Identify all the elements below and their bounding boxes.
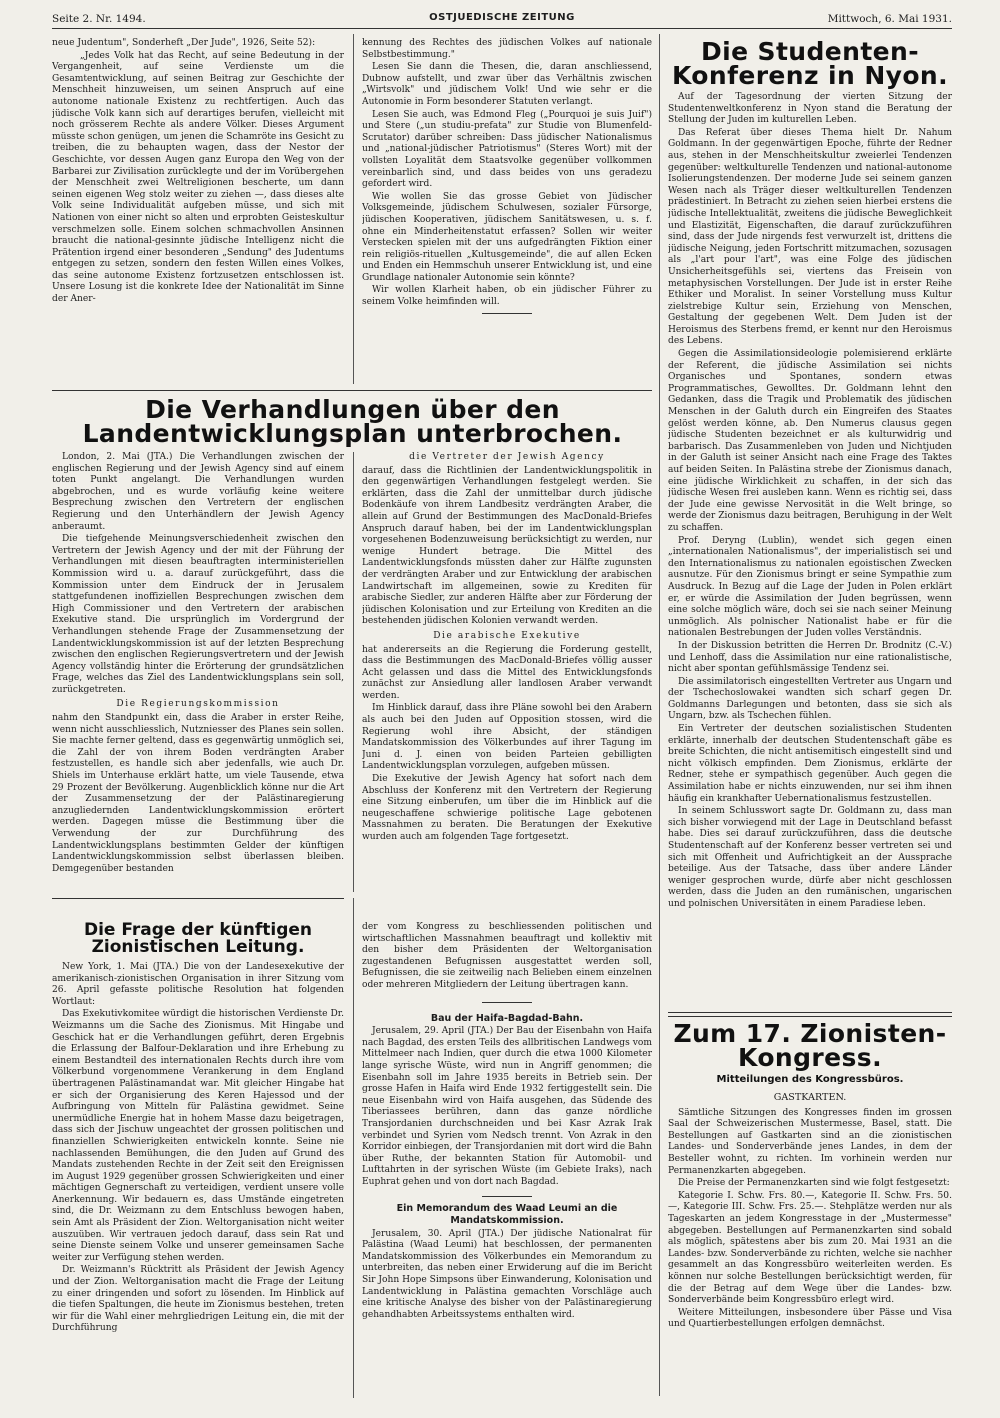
section-rule <box>52 390 652 391</box>
paragraph: darauf, dass die Richtlinien der Landentwicklungspolitik in den gegenwärtigen Verhandlungen festgelegt werden. Sie erklärten, dass die Zahl der unmittelbar durch jüdische Bodenkäufe von ihrem Landbesitz verdrängten Araber, die allein auf Grund der Bestimmungen des MacDonald-Briefes Anspruch darauf haben, bei der im Landentwicklungsplan vorgesehenen Bodenzuweisung berücksichtigt zu werden, nur wenige Hundert betrage. Die Mittel des Landentwicklungsfonds müssten daher zur Hälfte zugunsten der verdrängten Araber und zur Entwicklung der arabischen Landwirtschaft im allgemeinen, sowie zu Krediten für arabische Siedler, zur anderen Hälfte aber zur Förderung der jüdischen Kolonisation und zur Erteilung von Krediten an die bestehenden jüdischen Kolonien verwandt werden. <box>362 465 652 627</box>
paragraph: Ein Vertreter der deutschen sozialistischen Studenten erklärte, innerhalb der deutschen Studentenschaft gäbe es breite Schichten, die nicht antisemitisch eingestellt sind und nicht völkisch empfinden. Dem Zionismus, erklärte der Redner, stehe er sympathisch gegenüber. Auch gegen die Assimilation habe er nichts einzuwenden, nur sei ihm ihnen häufig ein krankhafter Uebernationalismus festzustellen. <box>668 724 952 804</box>
zionistische-column-2 <box>362 922 652 1398</box>
gastkarten-heading: GASTKARTEN. <box>773 1092 847 1103</box>
paragraph: London, 2. Mai (JTA.) Die Verhandlungen zwischen der englischen Regierung und der Jewish Agency sind auf einem toten Punkt angelangt. Die Verhandlungen wurden abgebrochen, und es wurde vorläufig keine weitere Besprechung zwischen den Vertretern der englischen Regierung und den Unterhändlern der Jewish Agency anberaumt. <box>52 452 344 532</box>
paragraph: Jerusalem, 30. April (JTA.) Der jüdische Nationalrat für Palästina (Waad Leumi) hat beschlossen, der permanenten Mandatskommission des Völkerbundes ein Memorandum zu unterbreiten, das neben einer Erwiderung auf die im Bericht Sir John Hope Simpsons über Einwanderung, Kolonisation und Landentwicklung in Palästina gemachten Vorschläge auch eine kritische Analyse des bisher von der Palästinaregierung gehandhabten Arbeitssystems enthalten wird. <box>362 1228 652 1320</box>
column-divider <box>659 34 660 1396</box>
quote-paragraph: „Jedes Volk hat das Recht, auf seine Bedeutung in der Vergangenheit, auf seine Verdienste um die Gesamtentwicklung, auf seinen Beitrag zur Geschichte der Menschheit hinzuweisen, um seinen Anspruch auf eine autonome nationale Existenz zu rechtfertigen. Auch das jüdische Volk kann sich auf derartiges berufen, vielleicht mit noch grösserem Rechte als andere Völker. Dieses Argument müsste schon genügen, um jenen die Schamröte ins Gesicht zu treiben, die zu behaupten wagen, dass der Nestor der Geschichte, vor dessen Augen ganz Europa den Weg von der Barbarei zur Zivilisation zurücklegte und der im Vorübergehen der Menschheit zwei Weltreligionen bescherte, um dann seinen eigenen Weg stolz weiter zu ziehen —, dass dieses alte Volk seine Individualität aufgeben müsse, und sich mit Nationen von einer nicht so alten und erprobten Geisteskultur verschmelzen solle. Einem solchen schmachvollen Ansinnen braucht die national-gesinnte jüdische Intelligenz nicht die Prätention irgend einer besonderen „Sendung" des Judentums entgegen zu setzen, sondern den festen Willen eines Volkes, das seine autonome Existenz fortzusetzen entschlossen ist. Unsere Losung ist die konkrete Idee der Nationalität im Sinne der Aner- <box>52 50 344 305</box>
paragraph: Lesen Sie dann die Thesen, die, daran anschliessend, Dubnow aufstellt, und zwar über das Verhältnis zwischen „Wirtsvolk" und jüdischem Volk! Und wie sehr er die Autonomie in Form besonderer Statuten verlangt. <box>362 62 652 107</box>
paragraph: der vom Kongress zu beschliessenden politischen und wirtschaftlichen Massnahmen beauftragt und kollektiv mit den bisher dem Präsidenten der Weltorganisation zugestandenen Befugnissen ausgestattet werden soll, Befugnissen, die sie zeitweilig nach Belieben einem einzelnen oder mehreren Mitgliedern der Leitung übertragen kann. <box>362 922 652 990</box>
paragraph: Die Exekutive der Jewish Agency hat sofort nach dem Abschluss der Konferenz mit den Vertretern der Regierung eine Sitzung einberufen, um über die im Hinblick auf die neugeschaffene schwierige politische Lage gebotenen Massnahmen zu beraten. Die Beratungen der Exekutive wurden auch am folgenden Tage fortgesetzt. <box>362 774 652 842</box>
paragraph: Sämtliche Sitzungen des Kongresses finden im grossen Saal der Schweizerischen Mustermesse, Basel, statt. Die Bestellungen auf Gastkarten sind an die zionistischen Landes- und Sonderverbände jenes Landes, in dem der Besteller wohnt, zu richten. Im vorhinein werden nur Permanenzkarten abgegeben. <box>668 1107 952 1176</box>
separator-rule <box>482 1002 532 1003</box>
paragraph: Jerusalem, 29. April (JTA.) Der Bau der Eisenbahn von Haifa nach Bagdad, des ersten Teils des allbritischen Landwegs vom Mittelmeer nach Indien, quer durch die etwa 1000 Kilometer lange syrische Wüste, wird nun in Angriff genommen; die Eisenbahn soll im Jahre 1935 bereits in Betrieb sein. Der grosse Hafen in Haifa wird Ende 1932 fertiggestellt sein. Die neue Eisenbahn wird von Haifa ausgehen, das Südende des Tiberiassees berühren, dann das ganze nördliche Transjordanien durchschneiden und bei Kasr Azrak Irak verbindet und Syrien vom Nedsch trennt. Von Azrak in den Korridor einbiegen, der Transjordanien mit dort wird die Bahn über Ruthe, der bekannten Station für Automobil- und Lufttahrten in der syrischen Wüste (im Gebiete Iraks), nach Euphrat gehen und von dort nach Bagdad. <box>362 1026 652 1187</box>
studenten-column <box>668 92 952 1010</box>
paragraph: In seinem Schlusswort sagte Dr. Goldmann zu, dass man sich bisher vorwiegend mit der Lage in Deutschland befasst habe. Dies sei darauf zurückzuführen, dass die deutsche Studentenschaft auf der Konferenz besser vertreten sei und sich mit Offenheit und Aufrichtigkeit an der Aussprache beteilige. Aus der Tatsache, dass über andere Länder weniger gesprochen wurde, dürfe aber nicht geschlossen werden, dass die Juden an den rumänischen, ungarischen und polnischen Universitäten in einem Paradiese leben. <box>668 806 952 909</box>
kongress-column <box>668 1090 952 1398</box>
continuation-column-2 <box>362 38 652 378</box>
headline-zionistische-leitung: Die Frage der künftigen Zionistischen Leitung. <box>83 922 313 957</box>
paragraph: neue Judentum", Sonderheft „Der Jude", 1926, Seite 52): <box>52 38 316 48</box>
paragraph: Gegen die Assimilationsideologie polemisierend erklärte der Referent, die jüdische Assimilation sei nichts Organisches und Spontanes, sondern etwas Programmatisches, Gewolltes. Dr. Goldmann lehnt den Gedanken, dass die Tragik und Problematik des jüdischen Menschen in der Galuth durch ein Eingreifen des Staates gelöst werden könne, ab. Den Numerus clausus gegen jüdische Studenten bezeichnet er als kulturwidrig und barbarisch. Das Zusammenleben von Juden und Nichtjuden in der Galuth ist seiner Ansicht nach eine Frage des Taktes auf beiden Seiten. In Palästina strebe der Zionismus danach, eine jüdische Wirklichkeit zu schaffen, in der sich das jüdische Wesen frei ausleben kann. Wenn es richtig sei, dass der Jude eine gewisse Nervosität in die Welt bringe, so werde der Zionismus dazu beitragen, Beruhigung in der Welt zu schaffen. <box>668 349 952 533</box>
continuation-column-1 <box>52 38 344 385</box>
zionistische-column-1 <box>52 962 344 1398</box>
waad-title: Ein Memorandum des Waad Leumi an die Mandatskommission. <box>396 1203 618 1227</box>
paragraph: Das Exekutivkomitee würdigt die historischen Verdienste Dr. Weizmanns um die Sache des Zionismus. Mit Hingabe und Geschick hat er die Verhandlungen geführt, deren Ergebnis die Erlassung der Balfour-Deklaration und ihre Erhebung zu einem Bestandteil des internationalen Rechts durch ihre vom Völkerbund vorgenommene Verankerung in dem England übertragenen Palästinamandat war. Mit gleicher Hingabe hat er sich der Organisierung des Keren Hajessod und der Aufbringung von Mitteln für Palästina gewidmet. Seine unermüdliche Energie hat in hohem Masse dazu beigetragen, dass sich der Jischuw ungeachtet der grossen politischen und finanziellen Schwierigkeiten entwickeln konnte. Seine nie nachlassenden Bemühungen, die den Juden auf Grund des Mandats zustehenden Rechte in der Zeit seit den Ereignissen im August 1929 gegenüber grossen Schwierigkeiten und einer mächtigen Gegnerschaft zu verteidigen, verdient unsere volle Anerkennung. Wir bedauern es, dass Umstände eingetreten sind, die Dr. Weizmann zu dem Entschluss bewogen haben, sein Amt als Präsident der Zion. Weltorganisation nicht weiter auszuüben. Wir vertrauen jedoch darauf, dass sein Rat und seine Dienste seinem Volke und unserer gemeinsamen Sache weiter zur Verfügung stehen werden. <box>52 1009 344 1263</box>
headline-studenten-konferenz: Die Studenten-Konferenz in Nyon. <box>671 40 949 90</box>
paragraph: Die tiefgehende Meinungsverschiedenheit zwischen den Vertretern der Jewish Agency und der mit der Führung der Verhandlungen mit diesen beauftragten interministeriellen Kommission wird u. a. darauf zurückgeführt, dass die Kommission unter dem Eindruck der in Jerusalem stattgefundenen inoffiziellen Besprechungen zwischen dem High Commissioner und den Vertretern der arabischen Exekutive stand. Die ursprünglich im Vordergrund der Verhandlungen stehende Frage der Zusammensetzung der Landentwicklungskommission ist auf der letzten Besprechung zwischen den englischen Regierungsvertretern und der Jewish Agency vollständig hinter die Erörterung der grundsätzlichen Frage, welches das Ziel des Landentwicklungsplans sein soll, zurückgetreten. <box>52 534 344 695</box>
section-rule <box>668 1012 952 1017</box>
subheading: Die arabische Exekutive <box>433 630 581 641</box>
paragraph: hat andererseits an die Regierung die Forderung gestellt, dass die Bestimmungen des MacDonald-Briefes völlig ausser Acht gelassen und dass die Mittel des Entwicklungsfonds zunächst zur Ansiedlung aller landlosen Araber verwandt werden. <box>362 644 652 701</box>
paragraph: Die assimilatorisch eingestellten Vertreter aus Ungarn und der Tschechoslowakei wandten sich scharf gegen Dr. Goldmanns Darlegungen und betonten, dass sie sich als Ungarn, bzw. als Tschechen fühlen. <box>668 676 952 722</box>
paragraph: Kategorie I. Schw. Frs. 80.—, Kategorie II. Schw. Frs. 50.—, Kategorie III. Schw. Frs. 25.—. Stehplätze werden nur als Tageskarten an jedem Kongresstage in der „Mustermesse" abgegeben. Bestellungen auf Permanenzkarten sind sobald als möglich, spätestens aber bis zum 20. Mai 1931 an die Landes- bzw. Sonderverbände zu richten, welche sie nachher gesammelt an das Kongressbüro weiterleiten werden. Es können nur solche Bestellungen berücksichtigt werden, für die der Betrag auf dem Wege über die Landes- bzw. Sonderverbände beim Kongressbüro erlegt wird. <box>668 1190 952 1306</box>
paragraph: Prof. Deryng (Lublin), wendet sich gegen einen „internationalen Nationalismus", der imperialistisch sei und den Internationalismus zu nationalen egoistischen Zwecken ausnutze. Für den Zionismus bringt er seine Sympathie zum Ausdruck. In Bezug auf die Lage der Juden in Polen erklärt er, er würde die Assimilation der Juden begrüssen, wenn eine solche möglich wäre, doch sei sie nach seiner Meinung unmöglich. Als polnischer Nationalist habe er für die nationalen Bestrebungen der Juden volles Verständnis. <box>668 535 952 639</box>
paragraph: New York, 1. Mai (JTA.) Die von der Landesexekutive der amerikanisch-zionistischen Organisation in ihrer Sitzung vom 26. April gefasste politische Resolution hat folgenden Wortlaut: <box>52 962 344 1007</box>
haifa-title: Bau der Haifa-Bagdad-Bahn. <box>430 1012 584 1024</box>
subheading: Die Regierungskommission <box>116 699 280 710</box>
paragraph: Das Referat über dieses Thema hielt Dr. Nahum Goldmann. In der gegenwärtigen Epoche, führte der Redner aus, stehen in der Menschheitskultur zweierlei Tendenzen gegenüber: weltkulturelle Tendenzen und national-autonome Isolierungstendenzen. Der moderne Jude sei seinem ganzen Wesen nach als Träger dieser weltkulturellen Tendenzen prädestiniert. In Betracht zu ziehen seien hierbei erstens die jüdische Intellektualität, zweitens die jüdische Beweglichkeit und Elastizität, Eigenschaften, die darauf zurückzuführen sind, dass der Jude nirgends fest verwurzelt ist, drittens die jüdische Neigung, jeden Fortschritt mitzumachen, sozusagen als „l'art pour l'art", was eine Folge des jüdischen Unsicherheitsgefühls sei, viertens das Freisein von metaphysischen Vorstellungen. Der Jude ist in erster Reihe Ethiker und Moralist. In seiner Vorstellung muss Kultur zielstrebige Kultur sein, Erziehung von Menschen, Gestaltung der gegebenen Welt. Dem Juden ist der Heroismus des Sterbens fremd, er kennt nur den Heroismus des Lebens. <box>668 127 952 347</box>
paragraph: Weitere Mitteilungen, insbesondere über Pässe und Visa und Quartierbestellungen erfolgen demnächst. <box>668 1307 952 1330</box>
paragraph: Lesen Sie auch, was Edmond Fleg („Pourquoi je suis Juif") und Stere („un studiu-prefata" zur Studie von Blumenfeld-Scrutator) darüber schreiben: Dass jüdischer Nationalismus und „national-jüdischer Patriotismus" (Steres Wort) mit der vollsten Loyalität dem Staatsvolke gegenüber vollkommen vereinbarlich sind, und dass beides von uns geradezu gefordert wird. <box>362 109 652 190</box>
paragraph: Im Hinblick darauf, dass ihre Pläne sowohl bei den Arabern als auch bei den Juden auf Opposition stossen, wird die Regierung wohl ihre Absicht, der ständigen Mandatskommission des Völkerbundes auf ihrer Tagung im Juni d. J. einen von beiden Parteien gebilligten Landentwicklungsplan vorzulegen, aufgeben müssen. <box>362 703 652 772</box>
paragraph: In der Diskussion betritten die Herren Dr. Brodnitz (C.-V.) und Lenhoff, dass die Assimilation nur eine rationalistische, nicht aber spontan gefühlsmässige Tendenz sei. <box>668 640 952 675</box>
page-header <box>52 10 952 29</box>
verhandlungen-column-2 <box>362 452 652 892</box>
separator-rule <box>482 1196 532 1197</box>
headline-kongress: Zum 17. Zionisten-Kongress. <box>673 1022 947 1072</box>
paragraph: Dr. Weizmann's Rücktritt als Präsident der Jewish Agency und der Zion. Weltorganisation macht die Frage der Leitung zu einer dringenden und sofort zu lösenden. Im Hinblick auf die tiefen Spaltungen, die heute im Zionismus bestehen, treten wir für die Wahl einer mehrgliedrigen Leitung ein, die mit der Durchführung <box>52 1265 344 1334</box>
column-divider <box>353 898 354 1398</box>
verhandlungen-column-1 <box>52 452 344 892</box>
section-rule <box>52 898 344 899</box>
newspaper-title: OSTJUEDISCHE ZEITUNG <box>429 12 575 23</box>
column-divider <box>353 34 354 384</box>
paragraph: kennung des Rechtes des jüdischen Volkes auf nationale Selbstbestimmung." <box>362 38 652 60</box>
paragraph: Wie wollen Sie das grosse Gebiet von Jüdischer Volksgemeinde, jüdischem Schulwesen, sozialer Fürsorge, jüdischen Kooperativen, jüdischem Sanitätswesen, u. s. f. ohne ein Minderheitenstatut erfassen? Sollen wir weiter Verstecken spielen mit der uns aufgedrängten Fiktion einer rein religiös-rituellen „Kultusgemeinde", die auf allen Ecken und Enden ein Hemmschuh unserer Entwicklung ist, und eine Grundlage nationaler Autonomie sein könnte? <box>362 191 652 283</box>
issue-date: Mittwoch, 6. Mai 1931. <box>827 13 952 25</box>
paragraph: Wir wollen Klarheit haben, ob ein jüdischer Führer zu seinem Volke heimfinden will. <box>362 285 652 308</box>
kongress-subtitle: Mitteilungen des Kongressbüros. <box>716 1074 904 1085</box>
subheading: die Vertreter der Jewish Agency <box>409 452 605 462</box>
column-divider <box>353 452 354 892</box>
paragraph: Die Preise der Permanenzkarten sind wie folgt festgesetzt: <box>678 1178 950 1189</box>
headline-verhandlungen: Die Verhandlungen über den Landentwicklungsplan unterbrochen. <box>82 398 623 448</box>
paragraph: nahm den Standpunkt ein, dass die Araber in erster Reihe, wenn nicht ausschliesslich, Nutzniesser des Planes sein sollen. Sie machte ferner geltend, dass es gegenwärtig unmöglich sei, die Zahl der von ihrem Boden verdrängten Araber festzustellen, es handle sich aber jedenfalls, wie auch Dr. Shiels im Unterhause erklärt hatte, um viele Tausende, etwa 29 Prozent der Bevölkerung. Augenblicklich könne nur die Art der Zusammensetzung der der Palästinaregierung anzugliedernden Landentwicklungskommission erörtert werden. Dagegen müsse die Bestimmung über die Verwendung der zur Durchführung des Landentwicklungsplans bestimmten Gelder der künftigen Landentwicklungskommission selbst überlassen bleiben. Demgegenüber bestanden <box>52 713 344 874</box>
page-number: Seite 2. Nr. 1494. <box>52 13 146 25</box>
end-rule <box>482 313 532 314</box>
paragraph: Auf der Tagesordnung der vierten Sitzung der Studentenweltkonferenz in Nyon stand die Beratung der Stellung der Juden im kulturellen Leben. <box>668 92 952 126</box>
